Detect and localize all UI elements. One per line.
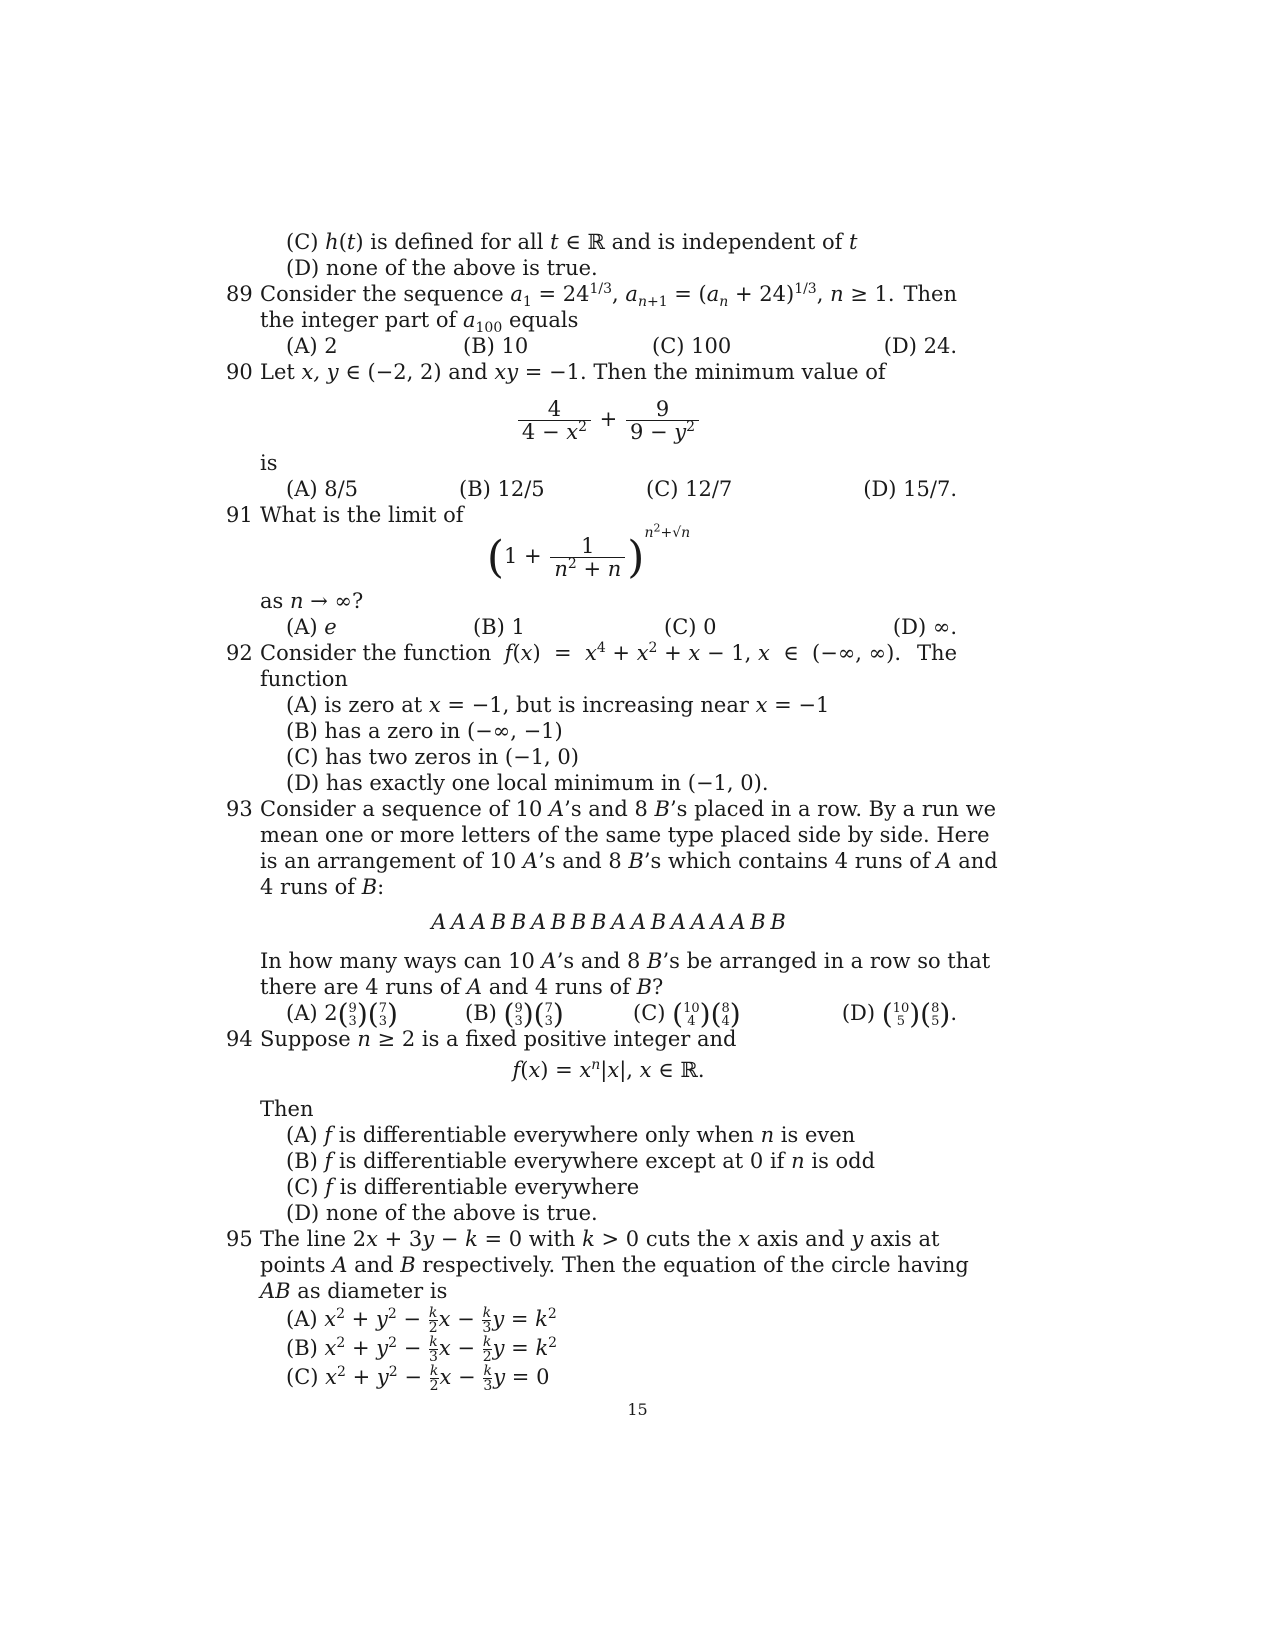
page-number: 15 xyxy=(627,1400,648,1419)
q91-stem: What is the limit of xyxy=(260,503,464,527)
q91-option-b: (B) 1 xyxy=(473,615,525,639)
q88-option-d: (D) none of the above is true. xyxy=(286,256,598,280)
q90-option-b: (B) 12/5 xyxy=(459,477,545,501)
q92-option-a: (A) is zero at x = −1, but is increasing near x = −1 xyxy=(286,693,830,717)
q94-number: 94 xyxy=(226,1027,253,1051)
q90-option-a: (A) 8/5 xyxy=(286,477,359,501)
q94-option-a: (A) f is differentiable everywhere only when n is even xyxy=(286,1123,856,1147)
q90-stem: Let x, y ∈ (−2, 2) and xy = −1. Then the minimum value of xyxy=(260,360,886,384)
q88-option-c: (C) h(t) is defined for all t ∈ ℝ and is independent of t xyxy=(286,230,858,254)
q95-number: 95 xyxy=(226,1227,253,1251)
q95-option-c: (C) $x^2 + y^2$ − $\frac{k}{2}$ x − $\frac{k}{3}$ y = 0 xyxy=(286,1363,550,1394)
q90-option-c: (C) 12/7 xyxy=(646,477,733,501)
q95-stem-line1: The line 2x + 3y − k = 0 with k > 0 cuts the x axis and y axis at xyxy=(260,1227,940,1251)
q90-option-d: (D) 15/7. xyxy=(863,477,957,501)
q89-option-a: (A) 2 xyxy=(286,334,338,358)
q94-option-b: (B) f is differentiable everywhere except at 0 if n is odd xyxy=(286,1149,876,1173)
q91-option-d: (D) ∞. xyxy=(892,615,957,639)
q90-number: 90 xyxy=(226,360,253,384)
q93-option-d: (D) ( 10 5 )( 8 5 ). xyxy=(841,997,957,1031)
q93-stem-line3: is an arrangement of 10 A’s and 8 B’s which contains 4 runs of A and xyxy=(260,849,998,873)
q89-option-b: (B) 10 xyxy=(463,334,529,358)
q95-option-b: (B) $x^2 + y^2$ − $\frac{k}{3}$ x − $\frac{k}{2}$ $y = k^2$ xyxy=(286,1334,558,1365)
q93-option-a: (A) 2( 9 3 )( 7 3 ) xyxy=(286,997,398,1031)
q95-stem-line3: AB as diameter is xyxy=(260,1279,448,1303)
q91-expression: (1 + $\frac{1}{n^2 + n}$ )$^{n^2+√n}$ xyxy=(486,521,691,583)
q93-option-b: (B) ( 9 3 )( 7 3 ) xyxy=(465,997,564,1031)
q92-number: 92 xyxy=(226,641,253,665)
q93-number: 93 xyxy=(226,797,253,821)
q92-option-c: (C) has two zeros in (−1, 0) xyxy=(286,745,579,769)
q94-option-d: (D) none of the above is true. xyxy=(286,1201,598,1225)
q94-option-c: (C) f is differentiable everywhere xyxy=(286,1175,640,1199)
q90-is: is xyxy=(260,451,278,475)
q89-then: Then xyxy=(903,282,957,306)
q92-stem-line1: Consider the function $f(x) = x^4 + x^2 + x - 1$, x ∈ (−∞, ∞). xyxy=(260,640,902,665)
q92-option-d: (D) has exactly one local minimum in (−1, 0). xyxy=(286,771,769,795)
q89-stem-line2: the integer part of $a_{100}$ equals xyxy=(260,308,579,337)
q93-sequence: A A A B B A B B B A A B A A A A B B xyxy=(431,910,786,934)
q94-stem: Suppose n ≥ 2 is a fixed positive integer and xyxy=(260,1027,737,1051)
q91-number: 91 xyxy=(226,503,253,527)
q89-stem-line1: Consider the sequence $a_1 = 24^{1/3}$, $a_{n+1} = (a_n + 24)^{1/3}$, n ≥ 1. xyxy=(260,281,895,311)
q95-option-a: (A) $x^2 + y^2$ − $\frac{k}{2}$ x − $\frac{k}{3}$ $y = k^2$ xyxy=(286,1305,557,1336)
q89-number: 89 xyxy=(226,282,253,306)
q94-then: Then xyxy=(260,1097,314,1121)
q94-function: $f(x) = x^n|x|$, x ∈ ℝ. xyxy=(512,1057,705,1082)
q95-stem-line2: points A and B respectively. Then the equation of the circle having xyxy=(260,1253,969,1277)
q93-stem-line2: mean one or more letters of the same type placed side by side. Here xyxy=(260,823,990,847)
q92-the: The xyxy=(917,641,957,665)
q91-option-a: (A) e xyxy=(286,615,337,639)
q93-option-c: (C) ( 10 4 )( 8 4 ) xyxy=(633,997,741,1031)
q93-stem-line1: Consider a sequence of 10 A’s and 8 B’s placed in a row. By a run we xyxy=(260,797,997,821)
q89-option-d: (D) 24. xyxy=(883,334,957,358)
q93-question-line1: In how many ways can 10 A’s and 8 B’s be arranged in a row so that xyxy=(260,949,991,973)
q91-as: as n → ∞? xyxy=(260,589,364,613)
q89-option-c: (C) 100 xyxy=(652,334,732,358)
q92-stem-line2: function xyxy=(260,667,348,691)
q93-stem-line4: 4 runs of B: xyxy=(260,875,385,899)
q91-option-c: (C) 0 xyxy=(664,615,717,639)
q90-expression: $\frac{4}{4 - x^2}$ + $\frac{9}{9 - y^2}$ xyxy=(260,398,957,443)
q93-question-line2: there are 4 runs of A and 4 runs of B? xyxy=(260,975,664,999)
q92-option-b: (B) has a zero in (−∞, −1) xyxy=(286,719,563,743)
